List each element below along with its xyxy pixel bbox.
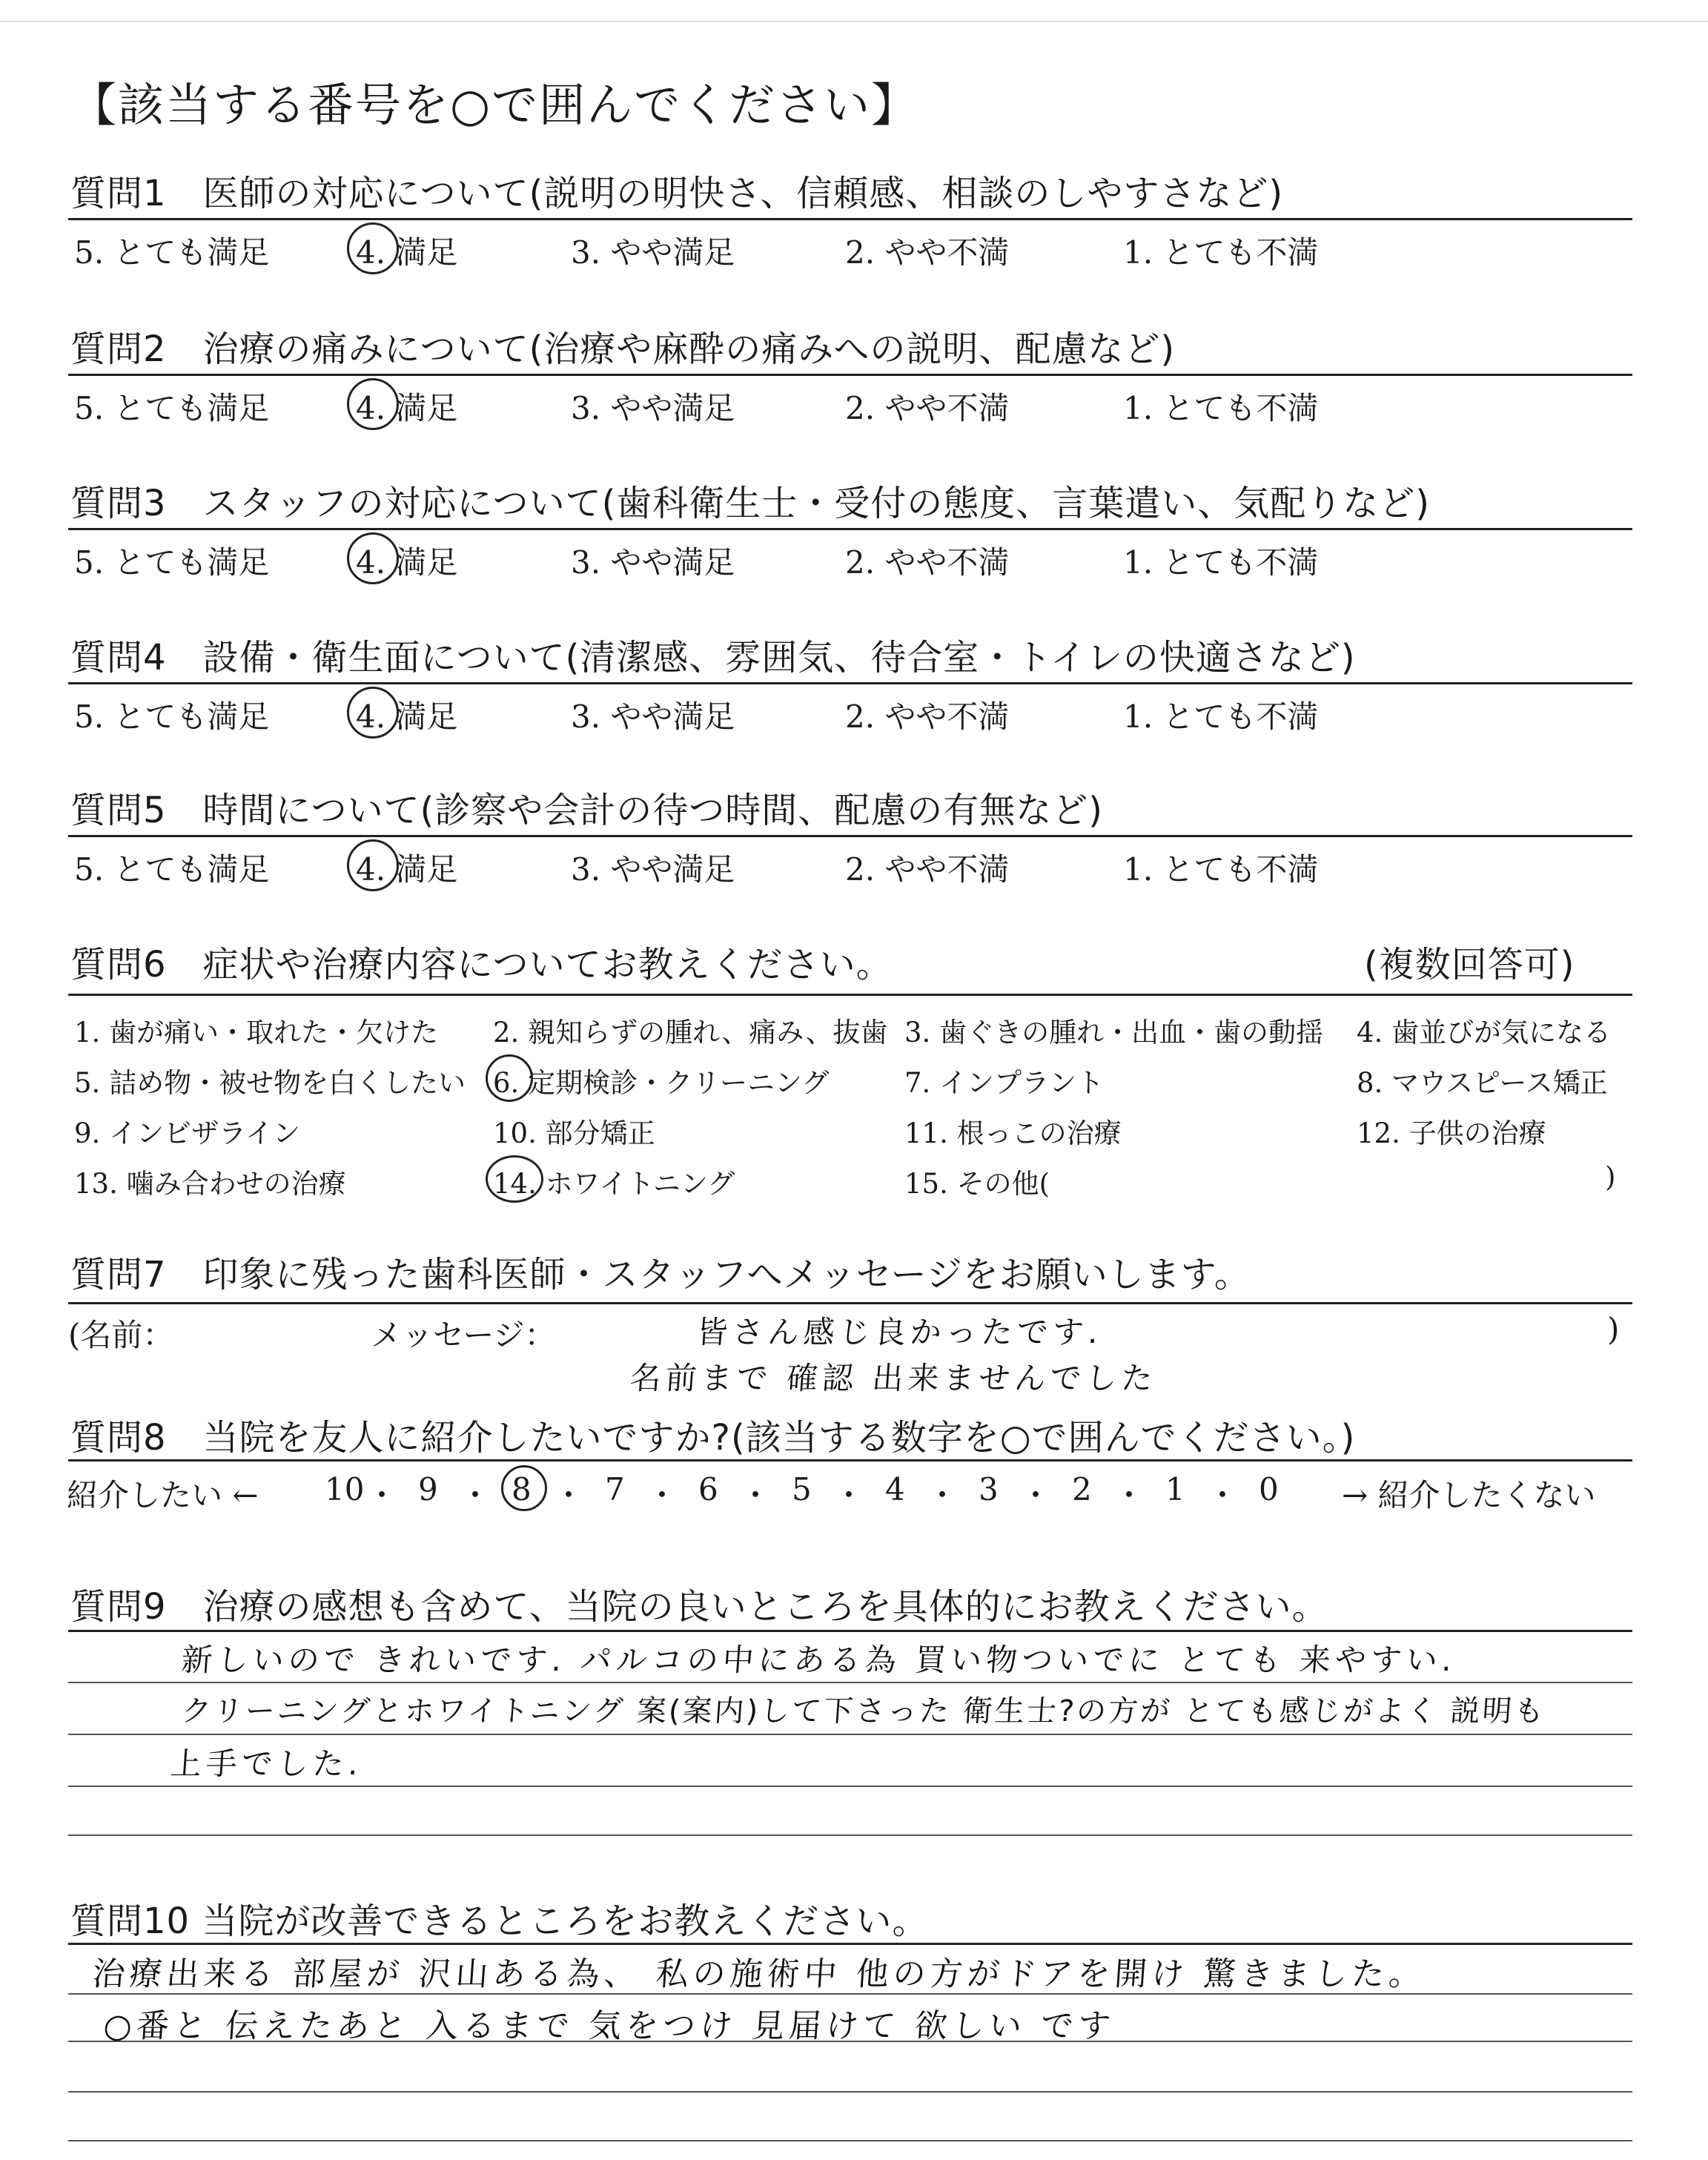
q8-scale-9[interactable]: 9 xyxy=(418,1471,438,1507)
q8-scale-6[interactable]: 6 xyxy=(698,1471,718,1507)
q5-option-1[interactable]: 1. とても不満 xyxy=(1123,851,1319,888)
q3-selected-circle xyxy=(347,532,399,584)
q9-line-rule-1 xyxy=(68,1682,1632,1683)
q1-option-4[interactable]: 4. 満足 xyxy=(356,234,458,271)
q2-option-2[interactable]: 2. やや不満 xyxy=(845,390,1010,426)
q8-scale-8[interactable]: 8 xyxy=(512,1471,532,1507)
q6-option-10[interactable]: 10. 部分矯正 xyxy=(493,1117,655,1149)
q8-separator: ・ xyxy=(1207,1477,1239,1513)
q4-option-2[interactable]: 2. やや不満 xyxy=(845,698,1010,735)
q8-scale-4[interactable]: 4 xyxy=(885,1471,905,1507)
q1-option-1[interactable]: 1. とても不満 xyxy=(1123,234,1319,271)
q7-close-paren: ) xyxy=(1607,1311,1620,1347)
q3-option-4[interactable]: 4. 満足 xyxy=(356,544,458,581)
q9-line-rule-3 xyxy=(68,1786,1632,1787)
q2-option-5[interactable]: 5. とても満足 xyxy=(74,390,270,426)
q2-option-1[interactable]: 1. とても不満 xyxy=(1123,390,1319,426)
q3-option-3[interactable]: 3. やや満足 xyxy=(571,544,735,581)
q3-option-1[interactable]: 1. とても不満 xyxy=(1123,544,1319,581)
q1-label: 質問1 医師の対応について(説明の明快さ、信頼感、相談のしやすさなど) xyxy=(70,173,1284,214)
q6-option-2[interactable]: 2. 親知らずの腫れ、痛み、抜歯 xyxy=(493,1017,888,1048)
q7-name-label: (名前： xyxy=(68,1317,174,1353)
q9-answer-line-1: 新しいので きれいです. パルコの中にある為 買い物ついでに とても 来やすい. xyxy=(180,1642,1458,1678)
q5-option-2[interactable]: 2. やや不満 xyxy=(845,851,1010,888)
q7-message-line-1: 皆さん感じ良かったです. xyxy=(695,1314,1104,1350)
q6-option-12[interactable]: 12. 子供の治療 xyxy=(1357,1117,1546,1149)
q4-option-4[interactable]: 4. 満足 xyxy=(356,698,458,735)
q9-label: 質問9 治療の感想も含めて、当院の良いところを具体的にお教えください。 xyxy=(70,1586,1328,1628)
q10-answer-line-2: ○番と 伝えたあと 入るまで 気をつけ 見届けて 欲しい です xyxy=(102,2007,1116,2045)
q6-option-6[interactable]: 6. 定期検診・クリーニング xyxy=(493,1067,830,1099)
q6-option-4[interactable]: 4. 歯並びが気になる xyxy=(1357,1017,1612,1048)
q2-rule xyxy=(68,374,1632,376)
q6-selected-circle-14 xyxy=(486,1155,543,1203)
q3-option-5[interactable]: 5. とても満足 xyxy=(74,544,270,581)
q7-message-line-2: 名前まで 確認 出来ませんでした xyxy=(629,1360,1159,1396)
q5-selected-circle xyxy=(347,839,399,891)
q6-rule xyxy=(68,994,1632,996)
q3-option-2[interactable]: 2. やや不満 xyxy=(845,544,1010,581)
q6-option-15[interactable]: 15. その他( xyxy=(904,1168,1050,1200)
q3-label: 質問3 スタッフの対応について(歯科衛生士・受付の態度、言葉遣い、気配りなど) xyxy=(70,483,1431,524)
q8-right-label: → 紹介したくない xyxy=(1342,1477,1596,1513)
q3-rule xyxy=(68,528,1632,530)
q10-label: 質問10 当院が改善できるところをお教えください。 xyxy=(70,1900,929,1942)
q4-option-1[interactable]: 1. とても不満 xyxy=(1123,698,1319,735)
q4-label: 質問4 設備・衛生面について(清潔感、雰囲気、待合室・トイレの快適さなど) xyxy=(70,637,1356,678)
q2-label: 質問2 治療の痛みについて(治療や麻酔の痛みへの説明、配慮など) xyxy=(70,328,1176,370)
q6-option-16[interactable]: ) xyxy=(1605,1161,1616,1193)
q5-option-5[interactable]: 5. とても満足 xyxy=(74,851,270,888)
q1-selected-circle xyxy=(347,222,399,274)
q9-answer-line-3: 上手でした. xyxy=(169,1745,364,1782)
q8-separator: ・ xyxy=(460,1477,491,1513)
q5-option-3[interactable]: 3. やや満足 xyxy=(571,851,735,888)
q7-message-label: メッセージ： xyxy=(371,1317,556,1353)
q6-note: (複数回答可) xyxy=(1364,944,1575,985)
q8-separator: ・ xyxy=(740,1477,772,1513)
q7-rule xyxy=(68,1302,1632,1304)
page-title: 【該当する番号を○で囲んでください】 xyxy=(70,78,919,132)
q8-scale-7[interactable]: 7 xyxy=(605,1471,625,1507)
q4-selected-circle xyxy=(347,687,399,739)
scan-top-edge xyxy=(0,21,1708,22)
q9-answer-line-2: クリーニングとホワイトニング 案(案内)して下さった 衛生士?の方が とても感じがよく 説明も xyxy=(180,1694,1548,1728)
q9-rule xyxy=(68,1630,1632,1632)
q6-option-8[interactable]: 8. マウスピース矯正 xyxy=(1357,1067,1608,1099)
q8-scale-3[interactable]: 3 xyxy=(979,1471,999,1507)
q8-separator: ・ xyxy=(1113,1477,1145,1513)
q1-option-3[interactable]: 3. やや満足 xyxy=(571,234,735,271)
q4-rule xyxy=(68,682,1632,684)
q2-option-4[interactable]: 4. 満足 xyxy=(356,390,458,426)
q6-option-3[interactable]: 3. 歯ぐきの腫れ・出血・歯の動揺 xyxy=(904,1017,1324,1048)
q8-scale-10[interactable]: 10 xyxy=(325,1471,365,1507)
q9-line-rule-2 xyxy=(68,1734,1632,1735)
q5-option-4[interactable]: 4. 満足 xyxy=(356,851,458,888)
q8-label: 質問8 当院を友人に紹介したいですか?(該当する数字を○で囲んでください。) xyxy=(70,1417,1356,1459)
q8-separator: ・ xyxy=(1020,1477,1052,1513)
q6-option-14[interactable]: 14. ホワイトニング xyxy=(493,1168,735,1200)
q6-label: 質問6 症状や治療内容についてお教えください。 xyxy=(70,944,893,985)
q9-line-rule-4 xyxy=(68,1834,1632,1836)
q4-option-5[interactable]: 5. とても満足 xyxy=(74,698,270,735)
q8-separator: ・ xyxy=(553,1477,585,1513)
q8-selected-circle xyxy=(501,1465,547,1511)
q6-option-1[interactable]: 1. 歯が痛い・取れた・欠けた xyxy=(74,1017,439,1048)
q8-left-label: 紹介したい ← xyxy=(67,1477,259,1513)
q6-option-9[interactable]: 9. インビザライン xyxy=(74,1117,300,1149)
q8-scale-2[interactable]: 2 xyxy=(1072,1471,1092,1507)
q8-scale-5[interactable]: 5 xyxy=(792,1471,812,1507)
q6-option-7[interactable]: 7. インプラント xyxy=(904,1067,1105,1099)
q2-selected-circle xyxy=(347,378,399,430)
q6-option-11[interactable]: 11. 根っこの治療 xyxy=(904,1117,1122,1149)
q8-separator: ・ xyxy=(833,1477,865,1513)
q10-answer-line-1: 治療出来る 部屋が 沢山ある為、 私の施術中 他の方がドアを開け 驚きました。 xyxy=(90,1955,1428,1993)
q8-separator: ・ xyxy=(366,1477,398,1513)
q1-option-5[interactable]: 5. とても満足 xyxy=(74,234,270,271)
q8-separator: ・ xyxy=(927,1477,959,1513)
q4-option-3[interactable]: 3. やや満足 xyxy=(571,698,735,735)
q7-label: 質問7 印象に残った歯科医師・スタッフへメッセージをお願いします。 xyxy=(70,1254,1251,1295)
q2-option-3[interactable]: 3. やや満足 xyxy=(571,390,735,426)
q6-option-13[interactable]: 13. 噛み合わせの治療 xyxy=(74,1168,346,1200)
q1-rule xyxy=(68,218,1632,220)
q8-rule xyxy=(68,1459,1632,1462)
q8-separator: ・ xyxy=(646,1477,678,1513)
q8-scale-1[interactable]: 1 xyxy=(1165,1471,1185,1507)
q1-option-2[interactable]: 2. やや不満 xyxy=(845,234,1010,271)
q6-selected-circle-6 xyxy=(486,1054,533,1102)
q5-label: 質問5 時間について(診察や会計の待つ時間、配慮の有無など) xyxy=(70,790,1104,831)
q10-rule xyxy=(68,1943,1632,1945)
q10-line-rule-3 xyxy=(68,2091,1632,2093)
q6-option-5[interactable]: 5. 詰め物・被せ物を白くしたい xyxy=(74,1067,466,1099)
q8-scale-0[interactable]: 0 xyxy=(1259,1471,1279,1507)
q10-line-rule-4 xyxy=(68,2140,1632,2141)
q5-rule xyxy=(68,835,1632,837)
